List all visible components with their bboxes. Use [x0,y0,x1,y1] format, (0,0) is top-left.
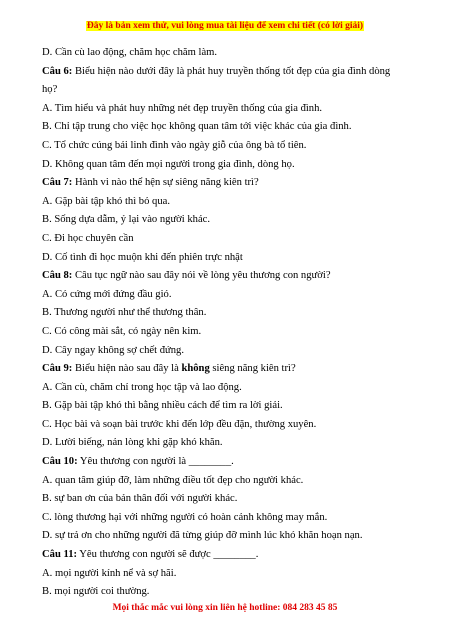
question-9 [42,360,417,379]
question-text-end: siêng năng kiên trì? [209,363,296,375]
question-text: Hành vi nào thể hện sự siêng năng kiên trì? [72,177,259,189]
preview-notice-banner [0,21,450,31]
question-6 [42,63,417,82]
option-b: B. Gặp bài tập khó thì bằng nhiều cách để tìm ra lời giải. [42,400,283,412]
question-number: Câu 8: [42,270,73,282]
question-7 [42,174,417,193]
question-text: Câu tục ngữ nào sau đây nói về lòng yêu thương con người? [72,270,331,282]
option-a: A. Có cứng mới đứng đầu gió. [42,288,172,300]
option-d: D. Lười biếng, nản lòng khi gặp khó khăn. [42,437,223,449]
question-number: Câu 7: [42,177,73,189]
option-a: A. Tìm hiểu và phát huy những nét đẹp truyền thống của gia đình. [42,102,323,114]
option-b: B. Chỉ tập trung cho việc học không quan tâm tới việc khác của gia đình. [42,121,352,133]
option-c: C. Tổ chức cúng bái linh đình vào ngày giỗ của ông bà tổ tiên. [42,139,307,151]
answer-line: D. Cần cù lao động, chăm học chăm làm. [42,47,218,58]
preview-notice-text: Đây là bản xem thử, vui lòng mua tài liệu để xem chi tiết (có lời giải) [86,21,364,31]
question-keyword: không [181,363,210,375]
option-c: C. Đi học chuyên cần [42,232,134,244]
option-c: C. lòng thương hại với những người có hoàn cảnh không may mắn. [42,511,328,523]
question-text: Yêu thương con người sẽ được ________. [77,549,259,561]
option-d: D. Không quan tâm đến mọi người trong gia đình, dòng họ. [42,158,295,170]
option-d: D. Cố tình đi học muộn khi đến phiên trực nhật [42,251,243,263]
option-c: C. Có công mài sắt, có ngày nên kim. [42,325,202,337]
option-c: C. Học bài và soạn bài trước khi đến lớp đều đặn, thường xuyên. [42,418,317,430]
question-text: Biểu hiện nào dưới đây là phát huy truyền thống tốt đẹp của gia đình dòng [72,65,391,77]
question-text: Biểu hiện nào sau đây là [72,363,182,375]
question-text: Yêu thương con người là ________. [77,456,234,468]
option-b: B. mọi người coi thường. [42,586,150,598]
option-d: D. Cây ngay không sợ chết đứng. [42,344,184,356]
question-8 [42,267,417,286]
option-b: B. Thương người như thể thương thân. [42,307,207,319]
question-number: Câu 6: [42,65,73,77]
question-number: Câu 10: [42,456,78,468]
option-b: B. Sống dựa dẫm, ỷ lại vào người khác. [42,214,211,226]
question-number: Câu 9: [42,363,73,375]
question-10 [42,453,417,472]
option-a: A. quan tâm giúp đỡ, làm những điều tốt đẹp cho người khác. [42,474,304,486]
option-b: B. sự ban ơn của bản thân đối với người khác. [42,493,238,505]
hotline-footer: Mọi thắc mắc vui lòng xin liên hệ hotline: 084 283 45 85 [112,603,338,613]
option-d: D. sự trả ơn cho những người đã từng giúp đỡ mình lúc khó khăn hoạn nạn. [42,530,363,542]
document-body [42,44,417,602]
question-number: Câu 11: [42,549,78,561]
question-11 [42,546,417,565]
option-a: A. Cần cù, chăm chỉ trong học tập và lao động. [42,381,242,393]
option-a: A. mọi người kính nể và sợ hãi. [42,567,177,579]
question-6-continued: họ? [42,84,58,96]
option-a: A. Gặp bài tập khó thì bỏ qua. [42,195,170,207]
